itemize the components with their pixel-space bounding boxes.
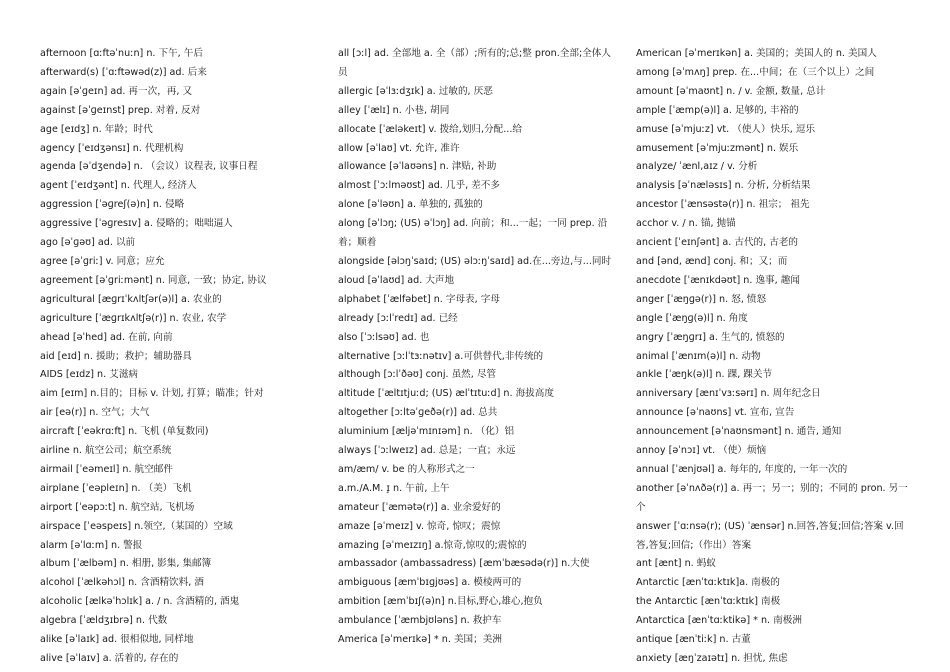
vocabulary-entry: allergic [əˈlɜːdʒɪk] a. 过敏的, 厌恶 (338, 85, 493, 97)
vocabulary-entry: algebra [ˈældʒɪbrə] n. 代数 (40, 615, 168, 627)
vocabulary-entry: ancestor [ˈænsəstə(r)] n. 祖宗； 祖先 (636, 199, 810, 211)
vocabulary-entry: ancient [ˈeɪnʃənt] a. 古代的, 古老的 (636, 237, 799, 249)
vocabulary-entry: amuse [əˈmjuːz] vt. （使人）快乐, 逗乐 (636, 123, 816, 135)
vocabulary-entry: ahead [əˈhed] ad. 在前, 向前 (40, 331, 173, 343)
vocabulary-entry: America [əˈmerɪkə] * n. 美国；美洲 (338, 634, 502, 646)
vocabulary-entry: annoy [əˈnɔɪ] vt. （使）烦恼 (636, 445, 767, 457)
vocabulary-entry: animal [ˈænɪm(ə)l] n. 动物 (636, 350, 761, 362)
vocabulary-entry: agree [əˈɡriː] v. 同意；应允 (40, 255, 165, 267)
vocabulary-entry: alcoholic [ælkəˈhɔlɪk] a. / n. 含酒精的, 酒鬼 (40, 596, 240, 608)
vocabulary-entry: anecdote [ˈænɪkdəʊt] n. 逸事, 趣闻 (636, 274, 800, 286)
vocabulary-entry: amateur [ˈæmətə(r)] a. 业余爱好的 (338, 501, 501, 513)
vocabulary-entry: a.m./A.M. ɪ̧ n. 午前, 上午 (338, 482, 450, 494)
vocabulary-entry: aid [eɪd] n. 援助；救护；辅助器具 (40, 350, 192, 362)
vocabulary-entry: aggression [ˈəɡreʃ(ə)n] n. 侵略 (40, 199, 185, 211)
vocabulary-entry: aircraft [ˈeəkrɑːft] n. 飞机 (单复数同) (40, 426, 209, 438)
vocabulary-entry: agriculture [ˈæɡrɪkʌltʃə(r)] n. 农业, 农学 (40, 312, 227, 324)
vocabulary-entry: aggressive [ˈəɡresɪv] a. 侵略的；咄咄逼人 (40, 218, 233, 230)
vocabulary-entry: alongside [əlɔŋˈsaɪd; (US) əlɔːŋˈsaɪd] ad.在...旁边,与...同时 (338, 255, 612, 267)
vocabulary-entry: ant [ænt] n. 蚂蚁 (636, 558, 716, 570)
vocabulary-entry: analysis [əˈnæləsɪs] n. 分析, 分析结果 (636, 180, 811, 192)
vocabulary-entry: air [eə(r)] n. 空气；大气 (40, 407, 150, 419)
vocabulary-entry: altitude [ˈæltɪtjuːd; (US) ælˈtɪtuːd] n. 海拔高度 (338, 388, 554, 400)
vocabulary-entry: among [əˈmʌŋ] prep. 在...中间；在（三个以上）之间 (636, 66, 875, 78)
vocabulary-entry: almost [ˈɔːlməʊst] ad. 几乎, 差不多 (338, 180, 500, 192)
vocabulary-entry: another [əˈnʌðə(r)] a. 再一；另一；别的；不同的 pron. 另一个 (636, 482, 908, 513)
vocabulary-entry: alive [əˈlaɪv] a. 活着的, 存在的 (40, 653, 179, 664)
vocabulary-entry: allowance [əˈlaʊəns] n. 津贴, 补助 (338, 161, 497, 173)
vocabulary-entry: agenda [əˈdʒendə] n. （会议）议程表, 议事日程 (40, 161, 258, 173)
vocabulary-entry: altogether [ɔːltəˈɡeðə(r)] ad. 总共 (338, 407, 498, 419)
vocabulary-entry: announcement [əˈnaʊnsmənt] n. 通告, 通知 (636, 426, 842, 438)
vocabulary-entry: am/æm/ v. be 的人称形式之一 (338, 463, 475, 475)
vocabulary-entry: Antarctic [ænˈtɑːktɪk]a. 南极的 (636, 577, 780, 589)
vocabulary-entry: afterward(s) [ˈɑːftəwəd(z)] ad. 后来 (40, 66, 207, 78)
vocabulary-entry: angry [ˈæŋɡrɪ] a. 生气的, 愤怒的 (636, 331, 785, 343)
vocabulary-entry: agency [ˈeɪdʒənsɪ] n. 代理机构 (40, 142, 184, 154)
vocabulary-entry: always [ˈɔːlweɪz] ad. 总是；一直；永远 (338, 445, 516, 457)
vocabulary-entry: analyze/ ˈænl,aɪz / v. 分析 (636, 161, 758, 173)
vocabulary-entry: airspace [ˈeəspeɪs] n.领空,（某国的）空域 (40, 520, 233, 532)
vocabulary-entry: ambassador (ambassadress) [æmˈbæsədə(r)] n.大使 (338, 558, 590, 570)
vocabulary-entry: alternative [ɔːlˈtɜːnətɪv] a.可供替代,非传统的 (338, 350, 544, 362)
vocabulary-entry: age [eɪdʒ] n. 年龄；时代 (40, 123, 153, 135)
vocabulary-entry: anger [ˈæŋɡə(r)] n. 怒, 愤怒 (636, 293, 767, 305)
vocabulary-entry: ample [ˈæmp(ə)l] a. 足够的, 丰裕的 (636, 104, 799, 116)
vocabulary-entry: alike [əˈlaɪk] ad. 很相似地, 同样地 (40, 634, 194, 646)
vocabulary-entry: allocate [ˈæləkeɪt] v. 拨给,划归,分配...给 (338, 123, 522, 135)
vocabulary-entry: agreement [əˈɡriːmənt] n. 同意, 一致；协定, 协议 (40, 274, 267, 286)
vocabulary-entry: amount [əˈmaʊnt] n. / v. 金额, 数量, 总计 (636, 85, 826, 97)
vocabulary-column-1 (40, 45, 315, 669)
vocabulary-entry: acchor v. / n. 锚, 抛锚 (636, 218, 736, 230)
vocabulary-entry: airline n. 航空公司；航空系统 (40, 445, 172, 457)
vocabulary-entry: agricultural [æɡrɪˈkʌltʃər(ə)l] a. 农业的 (40, 293, 222, 305)
vocabulary-entry: airmail [ˈeəmeɪl] n. 航空邮件 (40, 463, 173, 475)
vocabulary-entry: AIDS [eɪdz] n. 艾滋病 (40, 369, 139, 381)
vocabulary-entry: against [əˈɡeɪnst] prep. 对着, 反对 (40, 104, 201, 116)
vocabulary-entry: American [əˈmerɪkən] a. 美国的；美国人的 n. 美国人 (636, 48, 877, 59)
vocabulary-entry: amaze [əˈmeɪz] v. 惊奇, 惊叹；震惊 (338, 520, 501, 532)
vocabulary-entry: aloud [əˈlaʊd] ad. 大声地 (338, 274, 455, 286)
vocabulary-entry: also [ˈɔːlsəʊ] ad. 也 (338, 331, 430, 343)
vocabulary-entry: antique [ænˈtiːk] n. 古董 (636, 634, 751, 646)
vocabulary-entry: already [ɔːlˈredɪ] ad. 已经 (338, 312, 458, 324)
vocabulary-entry: and [ənd, ænd] conj. 和；又；而 (636, 255, 788, 267)
vocabulary-entry: anniversary [ænɪˈvɜːsərɪ] n. 周年纪念日 (636, 388, 821, 400)
vocabulary-entry: amusement [əˈmjuːzmənt] n. 娱乐 (636, 142, 799, 154)
vocabulary-entry: angle [ˈæŋɡ(ə)l] n. 角度 (636, 312, 748, 324)
vocabulary-entry: album [ˈælbəm] n. 相册, 影集, 集邮簿 (40, 558, 212, 570)
vocabulary-entry: alley [ˈælɪ] n. 小巷, 胡同 (338, 104, 450, 116)
vocabulary-entry: agent [ˈeɪdʒənt] n. 代理人, 经济人 (40, 180, 197, 192)
vocabulary-entry: allow [əˈlaʊ] vt. 允许, 准许 (338, 142, 460, 154)
vocabulary-entry: anxiety [æŋˈzaɪətɪ] n. 担忧, 焦虑 (636, 653, 788, 664)
vocabulary-entry: alcohol [ˈælkəhɔl] n. 含酒精饮料, 酒 (40, 577, 204, 589)
vocabulary-entry: amazing [əˈmeɪzɪŋ] a.惊奇,惊叹的;震惊的 (338, 539, 527, 551)
vocabulary-column-3 (636, 45, 911, 669)
vocabulary-entry: airport [ˈeəpɔːt] n. 航空站, 飞机场 (40, 501, 195, 513)
vocabulary-entry: afternoon [ɑːftəˈnuːn] n. 下午, 午后 (40, 48, 203, 59)
vocabulary-entry: alarm [əˈlɑːm] n. 警报 (40, 539, 143, 551)
vocabulary-entry: ambulance [ˈæmbjʊləns] n. 救护车 (338, 615, 502, 627)
vocabulary-entry: although [ɔːlˈðəʊ] conj. 虽然, 尽管 (338, 369, 497, 381)
vocabulary-entry: announce [əˈnaʊns] vt. 宣布, 宣告 (636, 407, 795, 419)
vocabulary-entry: ago [əˈɡəʊ] ad. 以前 (40, 237, 136, 249)
vocabulary-entry: alone [əˈləʊn] a. 单独的, 孤独的 (338, 199, 483, 211)
vocabulary-entry: airplane [ˈeəpleɪn] n. （美）飞机 (40, 482, 192, 494)
vocabulary-entry: alphabet [ˈælfəbet] n. 字母表, 字母 (338, 293, 500, 305)
vocabulary-entry: Antarctica [ænˈtɑːktikə] * n. 南极洲 (636, 615, 802, 627)
vocabulary-entry: annual [ˈænjʊəl] a. 每年的, 年度的, 一年一次的 (636, 463, 848, 475)
vocabulary-entry: ambition [æmˈbɪʃ(ə)n] n.目标,野心,雄心,抱负 (338, 596, 543, 608)
vocabulary-entry: ankle [ˈæŋk(ə)l] n. 踝, 踝关节 (636, 369, 773, 381)
vocabulary-entry: the Antarctic [ænˈtɑːktɪk] 南极 (636, 596, 781, 608)
vocabulary-entry: all [ɔːl] ad. 全部地 a. 全（部）;所有的;总;整 pron.全部;全体人员 (338, 48, 611, 78)
vocabulary-entry: ambiguous [æmˈbɪɡjʊəs] a. 模棱两可的 (338, 577, 522, 589)
vocabulary-column-2 (338, 45, 613, 650)
vocabulary-entry: aluminium [æljəˈmɪnɪəm] n. （化）铝 (338, 426, 515, 438)
vocabulary-entry: aim [eɪm] n.目的；目标 v. 计划, 打算；瞄准；针对 (40, 388, 264, 400)
vocabulary-entry: again [əˈɡeɪn] ad. 再一次，再, 又 (40, 85, 193, 97)
vocabulary-entry: along [əˈlɔŋ; (US) əˈlɔŋ] ad. 向前；和...一起；一同 prep. 沿着；顺着 (338, 218, 608, 249)
vocabulary-entry: answer [ˈɑːnsə(r); (US) ˈænsər] n.回答,答复;回信;答案 v.回答,答复;回信;（作出）答案 (636, 520, 904, 551)
